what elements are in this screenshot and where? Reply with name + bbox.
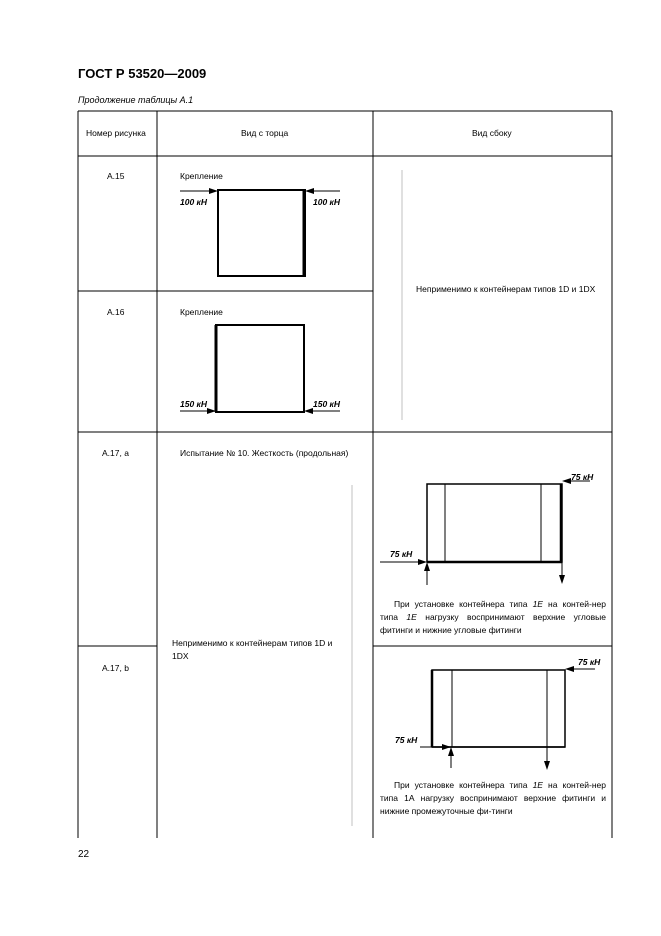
row-a16-label: Крепление (180, 307, 223, 317)
row-a15-force-left: 100 кН (180, 197, 207, 207)
row-a16-force-left: 150 кН (180, 399, 207, 409)
a17a-side-view-diagram (380, 478, 590, 585)
column-header-figure-number: Номер рисунка (86, 128, 146, 138)
column-header-end-view: Вид с торца (241, 128, 289, 138)
row-a17b-id: А.17, b (102, 663, 129, 673)
row-a16-force-right: 150 кН (313, 399, 340, 409)
row-a15-id: А.15 (107, 171, 125, 181)
row-a17a-note: При установке контейнера типа 1E на контей-нер типа 1E нагрузку воспринимают верхние угловые фитинги и нижние угловые фитинги (380, 599, 607, 635)
end-view-not-applicable-text: Неприменимо к контейнерам типов 1D и 1DX (172, 638, 333, 661)
row-a15-label: Крепление (180, 171, 223, 181)
row-a17b-force-bottom: 75 кН (395, 735, 418, 745)
row-a17a-force-top: 75 кН (571, 472, 594, 482)
row-a17b-note: При установке контейнера типа 1E на контей-нер типа 1А нагрузку воспринимают верхние фитинги и нижние промежуточные фи-тинги (380, 780, 607, 816)
row-a15-force-right: 100 кН (313, 197, 340, 207)
row-a17b-force-top: 75 кН (578, 657, 601, 667)
a17b-side-view-diagram (420, 666, 595, 770)
document-title: ГОСТ Р 53520—2009 (78, 66, 207, 81)
side-view-not-applicable-text: Неприменимо к контейнерам типов 1D и 1DX (416, 284, 596, 294)
column-header-side-view: Вид сбоку (472, 128, 512, 138)
page-number: 22 (78, 849, 90, 860)
row-a16-id: А.16 (107, 307, 125, 317)
row-a17a-test-title: Испытание № 10. Жесткость (продольная) (180, 448, 349, 458)
row-a17a-id: А.17, а (102, 448, 129, 458)
table-continuation-caption: Продолжение таблицы А.1 (78, 95, 194, 105)
row-a17a-force-bottom: 75 кН (390, 549, 413, 559)
